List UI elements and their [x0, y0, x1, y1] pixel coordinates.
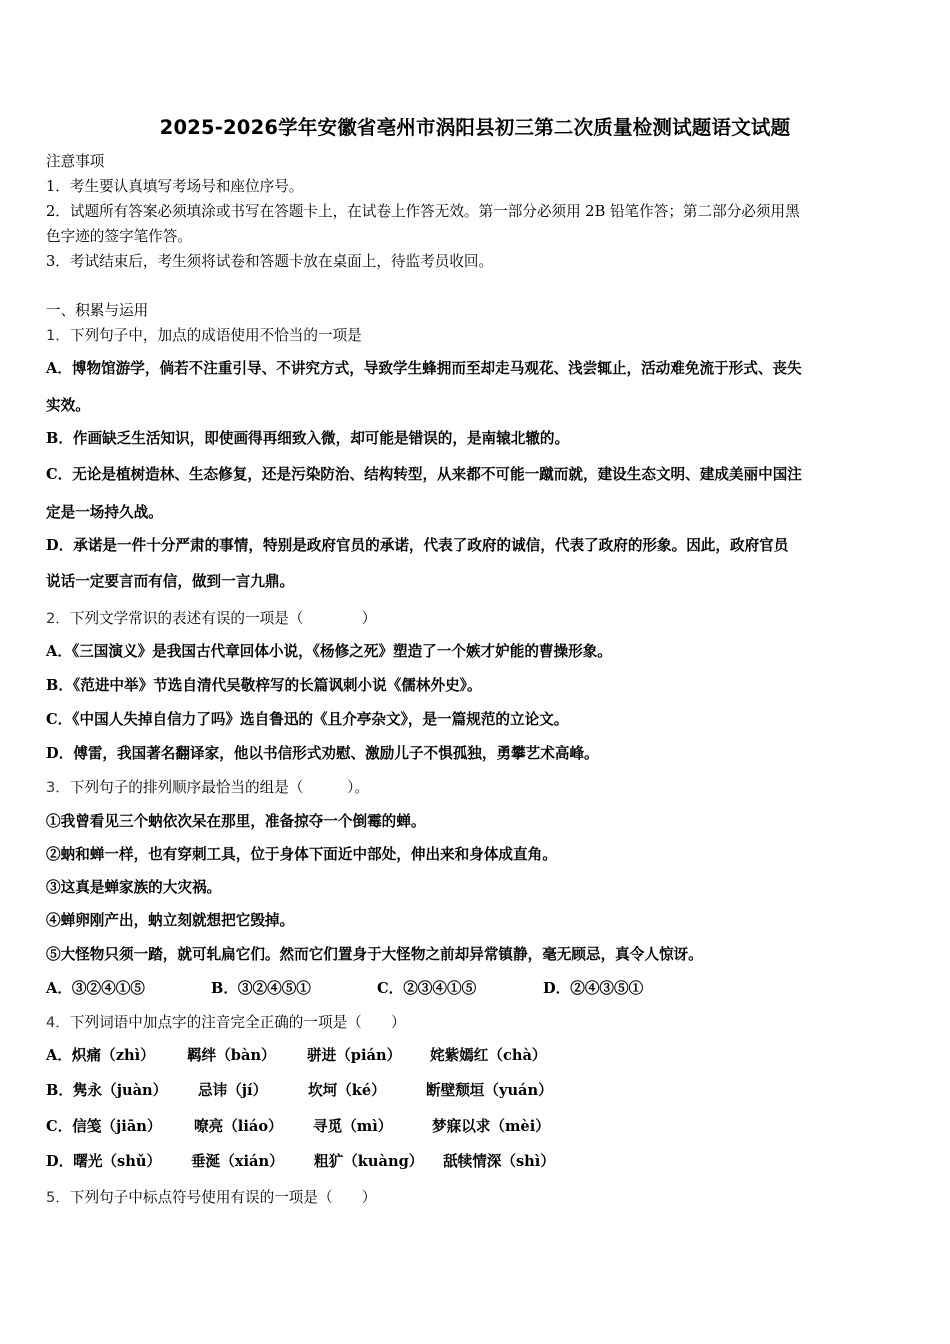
q2-option-c: C．《中国人失掉自信力了吗》选自鲁迅的《且介亭杂文》，是一篇规范的立论文。 [46, 711, 569, 728]
question-1 [46, 326, 362, 346]
q3-option-d: D．②④③⑤① [543, 980, 644, 997]
q4-c-word-1: C．信笺（jiān） [46, 1118, 162, 1135]
notice-line-3: 色字迹的签字笔作答。 [46, 228, 192, 245]
q1-option-c-line-2: 定是一场持久战。 [46, 504, 163, 521]
q3-sentence-4: ④蝉卵刚产出，蚋立刻就想把它毁掉。 [46, 912, 295, 929]
q4-d-word-4: 舐犊情深（shì） [443, 1153, 555, 1170]
notice-line-2: 2．试题所有答案必须填涂或书写在答题卡上，在试卷上作答无效。第一部分必须用 2B 铅笔作答；第二部分必须用黑 [46, 203, 800, 220]
q3-option-b: B．③②④⑤① [211, 980, 311, 997]
notice-line-4: 3．考试结束后，考生须将试卷和答题卡放在桌面上，待监考员收回。 [46, 253, 494, 270]
question-4 [46, 1013, 406, 1033]
q2-option-a: A．《三国演义》是我国古代章回体小说，《杨修之死》塑造了一个嫉才妒能的曹操形象。 [46, 643, 612, 660]
q3-option-a: A．③②④①⑤ [46, 980, 145, 997]
question-number: 5． [46, 1189, 70, 1206]
q3-sentence-3: ③这真是蝉家族的大灾祸。 [46, 879, 222, 896]
q3-options [46, 979, 643, 999]
q4-d-word-3: 粗犷（kuàng） [314, 1153, 424, 1170]
question-2 [46, 609, 376, 629]
q4-d-word-2: 垂涎（xián） [191, 1153, 284, 1170]
q2-option-b: B．《范进中举》节选自清代吴敬梓写的长篇讽刺小说《儒林外史》。 [46, 677, 482, 694]
q4-c-word-2: 嘹亮（liáo） [194, 1118, 283, 1135]
q4-b-word-2: 忌讳（jí） [198, 1082, 268, 1099]
q1-option-b: B．作画缺乏生活知识，即使画得再细致入微，却可能是错误的，是南辕北辙的。 [46, 430, 570, 447]
notice-line-1: 1．考生要认真填写考场号和座位序号。 [46, 178, 304, 195]
question-3 [46, 778, 369, 798]
q1-option-c-line-1: C．无论是植树造林、生态修复，还是污染防治、结构转型，从来都不可能一蹴而就，建设生态文明、建成美丽中国注 [46, 466, 802, 483]
q3-option-c: C．②③④①⑤ [377, 980, 477, 997]
q4-b-word-1: B．隽永（juàn） [46, 1082, 168, 1099]
notice-heading: 注意事项 [46, 153, 105, 170]
q4-b-word-4: 断壁颓垣（yuán） [426, 1082, 553, 1099]
q1-option-d-line-1: D．承诺是一件十分严肃的事情，特别是政府官员的承诺，代表了政府的诚信，代表了政府的形象。因此，政府官员 [46, 537, 789, 554]
q4-b-word-3: 坎坷（ké） [308, 1082, 386, 1099]
q4-a-word-3: 骈进（pián） [307, 1047, 402, 1064]
q4-option-d [46, 1152, 555, 1172]
q1-option-a-line-2: 实效。 [46, 397, 90, 414]
section-heading: 一、积累与运用 [46, 302, 149, 319]
question-stem: 下列词语中加点字的注音完全正确的一项是（ ） [69, 1014, 406, 1031]
q4-a-word-2: 羁绊（bàn） [187, 1047, 276, 1064]
q2-option-d: D．傅雷，我国著名翻译家，他以书信形式劝慰、激励儿子不惧孤独，勇攀艺术高峰。 [46, 745, 599, 762]
question-stem: 下列文学常识的表述有误的一项是（ ） [69, 610, 377, 627]
question-5 [46, 1188, 376, 1208]
q3-sentence-5: ⑤大怪物只须一踏，就可轧扁它们。然而它们置身于大怪物之前却异常镇静，毫无顾忌，真令人惊讶。 [46, 946, 703, 963]
question-stem: 下列句子的排列顺序最恰当的组是（ ）。 [69, 779, 370, 796]
question-number: 3． [46, 779, 70, 796]
question-number: 2． [46, 610, 70, 627]
q1-option-d-line-2: 说话一定要言而有信，做到一言九鼎。 [46, 573, 295, 590]
q4-a-word-1: A．炽痛（zhì） [46, 1047, 155, 1064]
q4-c-word-4: 梦寐以求（mèi） [432, 1118, 550, 1135]
q4-d-word-1: D．曙光（shǔ） [46, 1153, 162, 1170]
q4-a-word-4: 姹紫嫣红（chà） [430, 1047, 547, 1064]
q4-option-c [46, 1117, 550, 1137]
q1-option-a-line-1: A．博物馆游学，倘若不注重引导、不讲究方式，导致学生蜂拥而至却走马观花、浅尝辄止，活动难免流于形式、丧失 [46, 360, 802, 377]
page-title: 2025-2026学年安徽省亳州市涡阳县初三第二次质量检测试题语文试题 [159, 116, 791, 139]
question-number: 1． [46, 327, 70, 344]
q4-option-a [46, 1046, 547, 1066]
q3-sentence-2: ②蚋和蝉一样，也有穿刺工具，位于身体下面近中部处，伸出来和身体成直角。 [46, 846, 557, 863]
q4-c-word-3: 寻觅（mì） [313, 1118, 393, 1135]
q4-option-b [46, 1081, 553, 1101]
question-stem: 下列句子中标点符号使用有误的一项是（ ） [69, 1189, 377, 1206]
question-stem: 下列句子中，加点的成语使用不恰当的一项是 [69, 327, 362, 344]
q3-sentence-1: ①我曾看见三个蚋依次呆在那里，准备掠夺一个倒霉的蝉。 [46, 813, 426, 830]
question-number: 4． [46, 1014, 70, 1031]
